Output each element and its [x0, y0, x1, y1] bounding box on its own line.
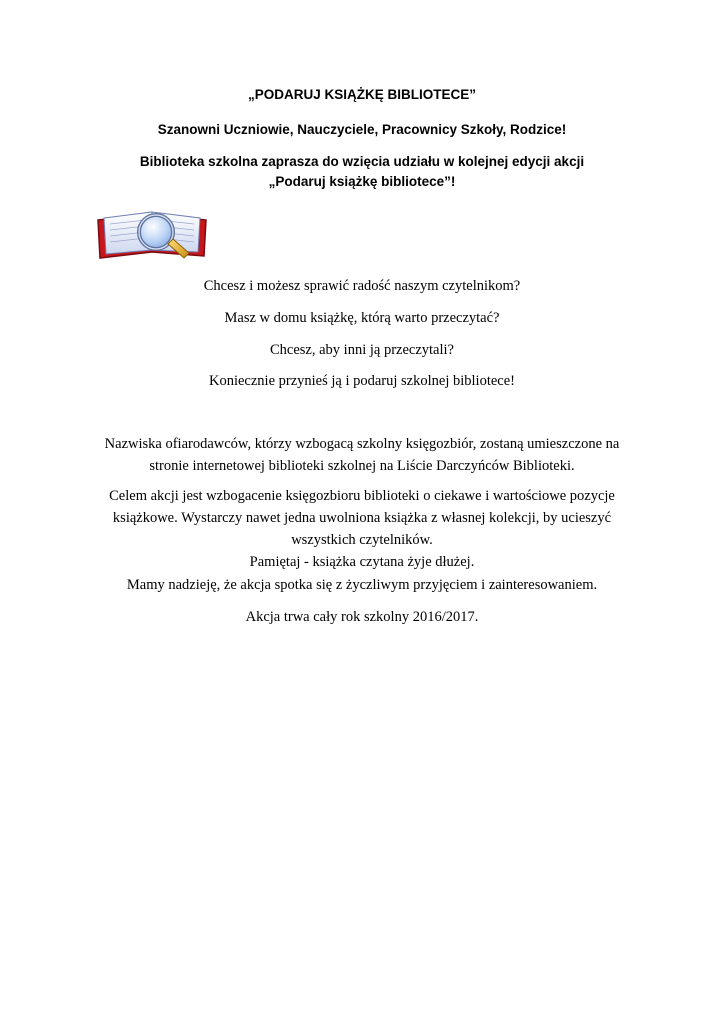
invitation-line-1: Biblioteka szkolna zaprasza do wzięcia udziału w kolejnej edycji akcji: [139, 154, 585, 169]
document-title: „PODARUJ KSIĄŻKĘ BIBLIOTECE”: [247, 87, 477, 102]
question-1: Chcesz i możesz sprawić radość naszym czytelnikom?: [203, 278, 521, 294]
donors-paragraph: [60, 433, 664, 477]
hope-paragraph: Mamy nadzieję, że akcja spotka się z życzliwym przyjęciem i zainteresowaniem.: [126, 577, 598, 593]
call-to-action: Koniecznie przynieś ją i podaruj szkolnej bibliotece!: [208, 373, 515, 389]
motto: Pamiętaj - książka czytana żyje dłużej.: [249, 554, 475, 570]
goal-line-3: wszystkich czytelników.: [291, 532, 433, 548]
greeting: Szanowni Uczniowie, Nauczyciele, Pracownicy Szkoły, Rodzice!: [157, 122, 567, 137]
question-2: Masz w domu książkę, którą warto przeczytać?: [224, 310, 500, 326]
donors-line-1: Nazwiska ofiarodawców, którzy wzbogacą szkolny księgozbiór, zostaną umieszczone na: [104, 436, 620, 452]
question-3: Chcesz, aby inni ją przeczytali?: [270, 342, 454, 358]
goal-line-2: książkowe. Wystarczy nawet jedna uwolniona książka z własnej kolekcji, by ucieszyć: [112, 510, 612, 526]
donors-line-2: stronie internetowej biblioteki szkolnej na Liście Darczyńców Biblioteki.: [149, 458, 575, 474]
invitation-line-2: „Podaruj książkę bibliotece”!: [268, 174, 456, 189]
goal-paragraph: [60, 485, 664, 573]
duration-paragraph: Akcja trwa cały rok szkolny 2016/2017.: [245, 609, 479, 625]
book-with-magnifier-icon: [94, 208, 212, 264]
goal-line-1: Celem akcji jest wzbogacenie księgozbioru biblioteki o ciekawe i wartościowe pozycje: [109, 488, 615, 504]
